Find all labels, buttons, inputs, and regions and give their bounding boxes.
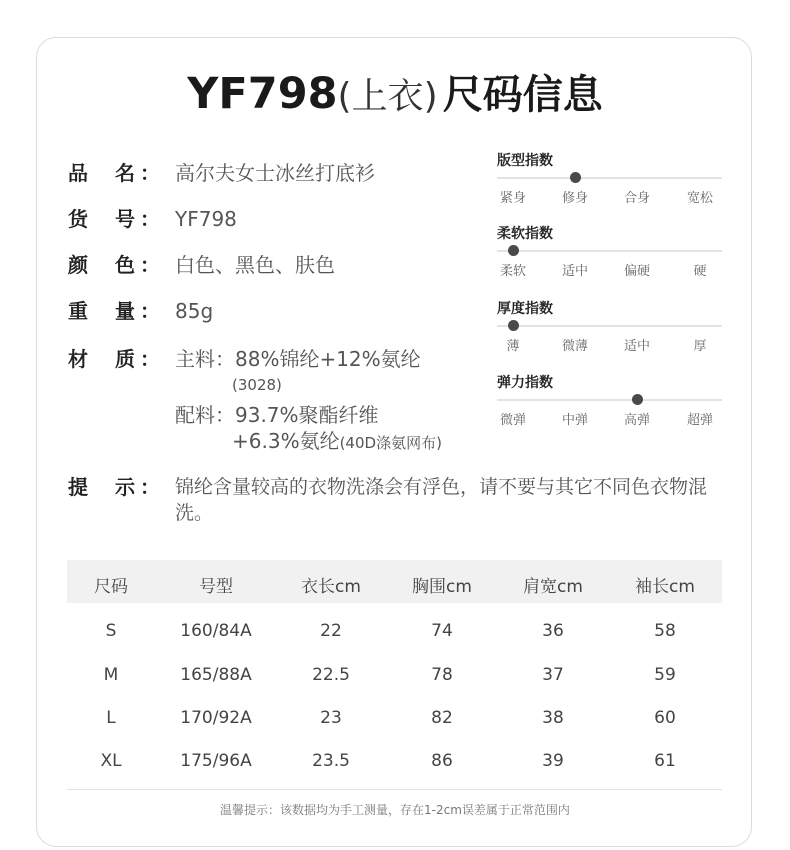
- table-cell: L: [106, 708, 116, 728]
- info-value: 85g: [175, 299, 214, 323]
- table-cell: 82: [431, 708, 453, 728]
- table-cell: M: [103, 665, 119, 685]
- index-label: 柔软: [499, 264, 527, 279]
- index-title: 版型指数: [497, 153, 553, 169]
- table-cell: 22: [320, 621, 342, 641]
- table-cell: S: [105, 621, 117, 641]
- table-cell: 23.5: [312, 751, 350, 771]
- table-cell: 78: [431, 665, 453, 685]
- title-sub: (上衣): [337, 76, 438, 117]
- index-track: [497, 399, 722, 401]
- index-label: 紧身: [499, 191, 527, 206]
- index-label: 微薄: [561, 339, 589, 354]
- table-cell: 58: [654, 621, 676, 641]
- info-value: 高尔夫女士冰丝打底衫: [175, 161, 375, 185]
- title-main: 尺码信息: [442, 72, 603, 118]
- table-cell: 37: [542, 665, 564, 685]
- index-label: 微弹: [499, 413, 527, 428]
- index-label: 高弹: [623, 413, 651, 428]
- table-cell: 86: [431, 751, 453, 771]
- info-value: 白色、黑色、肤色: [175, 253, 335, 277]
- index-marker: [508, 320, 519, 331]
- index-marker: [632, 394, 643, 405]
- material-lining: 配料：93.7%聚酯纤维: [175, 403, 379, 427]
- index-title: 弹力指数: [497, 375, 553, 391]
- index-label: 修身: [561, 191, 589, 206]
- material-main: 主料：88%锦纶+12%氨纶: [175, 347, 421, 371]
- table-cell: 160/84A: [180, 621, 252, 641]
- size-table-header: [67, 560, 722, 603]
- index-block: [497, 225, 722, 279]
- index-label: 适中: [623, 339, 651, 354]
- table-cell: 59: [654, 665, 676, 685]
- info-label: 重 量 ：: [68, 299, 160, 323]
- table-cell: 39: [542, 751, 564, 771]
- table-cell: 36: [542, 621, 564, 641]
- table-cell: XL: [100, 751, 122, 771]
- info-label: 材 质 ：: [68, 347, 160, 371]
- table-header-cell: 尺码: [94, 577, 128, 597]
- index-track: [497, 250, 722, 252]
- table-divider: [67, 789, 722, 790]
- table-cell: 38: [542, 708, 564, 728]
- index-block: [497, 152, 722, 206]
- info-value: YF798: [175, 207, 237, 231]
- material-lining-note: (40D涤氨网布): [339, 434, 442, 452]
- footnote: 温馨提示：该数据均为手工测量，存在1-2cm误差属于正常范围内: [220, 803, 570, 817]
- index-block: [497, 374, 722, 428]
- table-cell: 175/96A: [180, 751, 252, 771]
- index-label: 宽松: [686, 191, 714, 206]
- page-title: [0, 66, 790, 131]
- info-label: 颜 色 ：: [68, 253, 160, 277]
- index-title: 厚度指数: [497, 301, 553, 317]
- info-label: 品 名 ：: [68, 161, 160, 185]
- index-block: [497, 300, 722, 354]
- index-label: 适中: [561, 264, 589, 279]
- index-title: 柔软指数: [497, 226, 553, 242]
- info-label: 货 号 ：: [68, 207, 160, 231]
- table-cell: 170/92A: [180, 708, 252, 728]
- table-cell: 22.5: [312, 665, 350, 685]
- index-label: 薄: [506, 339, 520, 354]
- table-header-cell: 衣长cm: [301, 577, 361, 597]
- table-cell: 74: [431, 621, 453, 641]
- table-header-cell: 号型: [199, 577, 233, 597]
- index-label: 偏硬: [623, 264, 651, 279]
- index-label: 超弹: [686, 413, 714, 428]
- table-cell: 60: [654, 708, 676, 728]
- material-main-note: (3028): [232, 376, 282, 394]
- table-header-cell: 胸围cm: [412, 577, 472, 597]
- index-track: [497, 177, 722, 179]
- index-track: [497, 325, 722, 327]
- table-header-cell: 袖长cm: [635, 577, 695, 597]
- table-cell: 23: [320, 708, 342, 728]
- index-label: 合身: [623, 191, 651, 206]
- material-lining-2: +6.3%氨纶(40D涤氨网布): [232, 429, 442, 453]
- table-header-cell: 肩宽cm: [523, 577, 583, 597]
- index-label: 厚: [693, 339, 707, 354]
- index-label: 硬: [693, 264, 707, 279]
- tip-text: 锦纶含量较高的衣物洗涤会有浮色，请不要与其它不同色衣物混洗。: [175, 476, 708, 524]
- table-cell: 61: [654, 751, 676, 771]
- index-marker: [508, 245, 519, 256]
- table-cell: 165/88A: [180, 665, 252, 685]
- info-label: 提 示 ：: [68, 475, 160, 499]
- index-marker: [570, 172, 581, 183]
- title-code: YF798: [187, 69, 338, 119]
- index-label: 中弹: [561, 413, 589, 428]
